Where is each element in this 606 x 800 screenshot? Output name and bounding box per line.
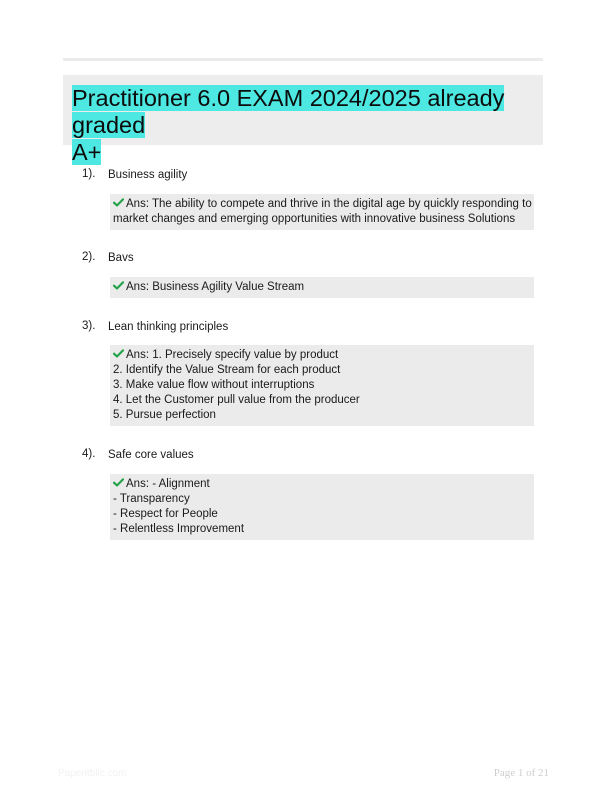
answer-line: 4. Let the Customer pull value from the producer	[113, 394, 360, 406]
answer-line: - Relentless Improvement	[113, 523, 245, 535]
question-number: 3).	[82, 320, 96, 332]
page-title-line-1: Practitioner 6.0 EXAM 2024/2025 already graded	[72, 85, 505, 138]
answer-box	[110, 474, 534, 540]
answer-box	[110, 345, 534, 426]
answer-line: 5. Pursue perfection	[113, 409, 216, 421]
check-icon	[113, 349, 124, 358]
answer-box	[110, 194, 534, 230]
question-number: 2).	[82, 251, 96, 263]
question-text: Safe core values	[108, 449, 194, 461]
answer-line: Ans: Business Agility Value Stream	[113, 280, 528, 295]
answer-line: Ans: - Alignment	[113, 477, 528, 492]
question-text: Business agility	[108, 169, 188, 181]
question-number: 1).	[82, 168, 96, 180]
answer-line: 2. Identify the Value Stream for each product	[113, 364, 341, 376]
check-icon	[113, 281, 124, 290]
question-text: Bavs	[108, 252, 134, 264]
page-title-line-2: A+	[72, 139, 102, 165]
page-indicator: Page 1 of 21	[493, 767, 549, 779]
question-number: 4).	[82, 448, 96, 460]
question-text: Lean thinking principles	[108, 321, 229, 333]
answer-line: Ans: 1. Precisely specify value by product	[113, 348, 528, 363]
title-banner	[63, 75, 543, 165]
answer-line: market changes and emerging opportunities with innovative business Solutions	[113, 213, 516, 225]
answer-box	[110, 277, 534, 298]
answer-line: Ans: The ability to compete and thrive in the digital age by quickly responding to	[113, 197, 528, 212]
check-icon	[113, 478, 124, 487]
page-title	[72, 85, 537, 166]
answer-line: 3. Make value flow without interruptions	[113, 379, 315, 391]
answer-line: - Transparency	[113, 493, 190, 505]
answer-line: - Respect for People	[113, 508, 218, 520]
check-icon	[113, 198, 124, 207]
footer-watermark: Paperitblic.com	[58, 768, 127, 779]
top-divider	[63, 58, 543, 61]
